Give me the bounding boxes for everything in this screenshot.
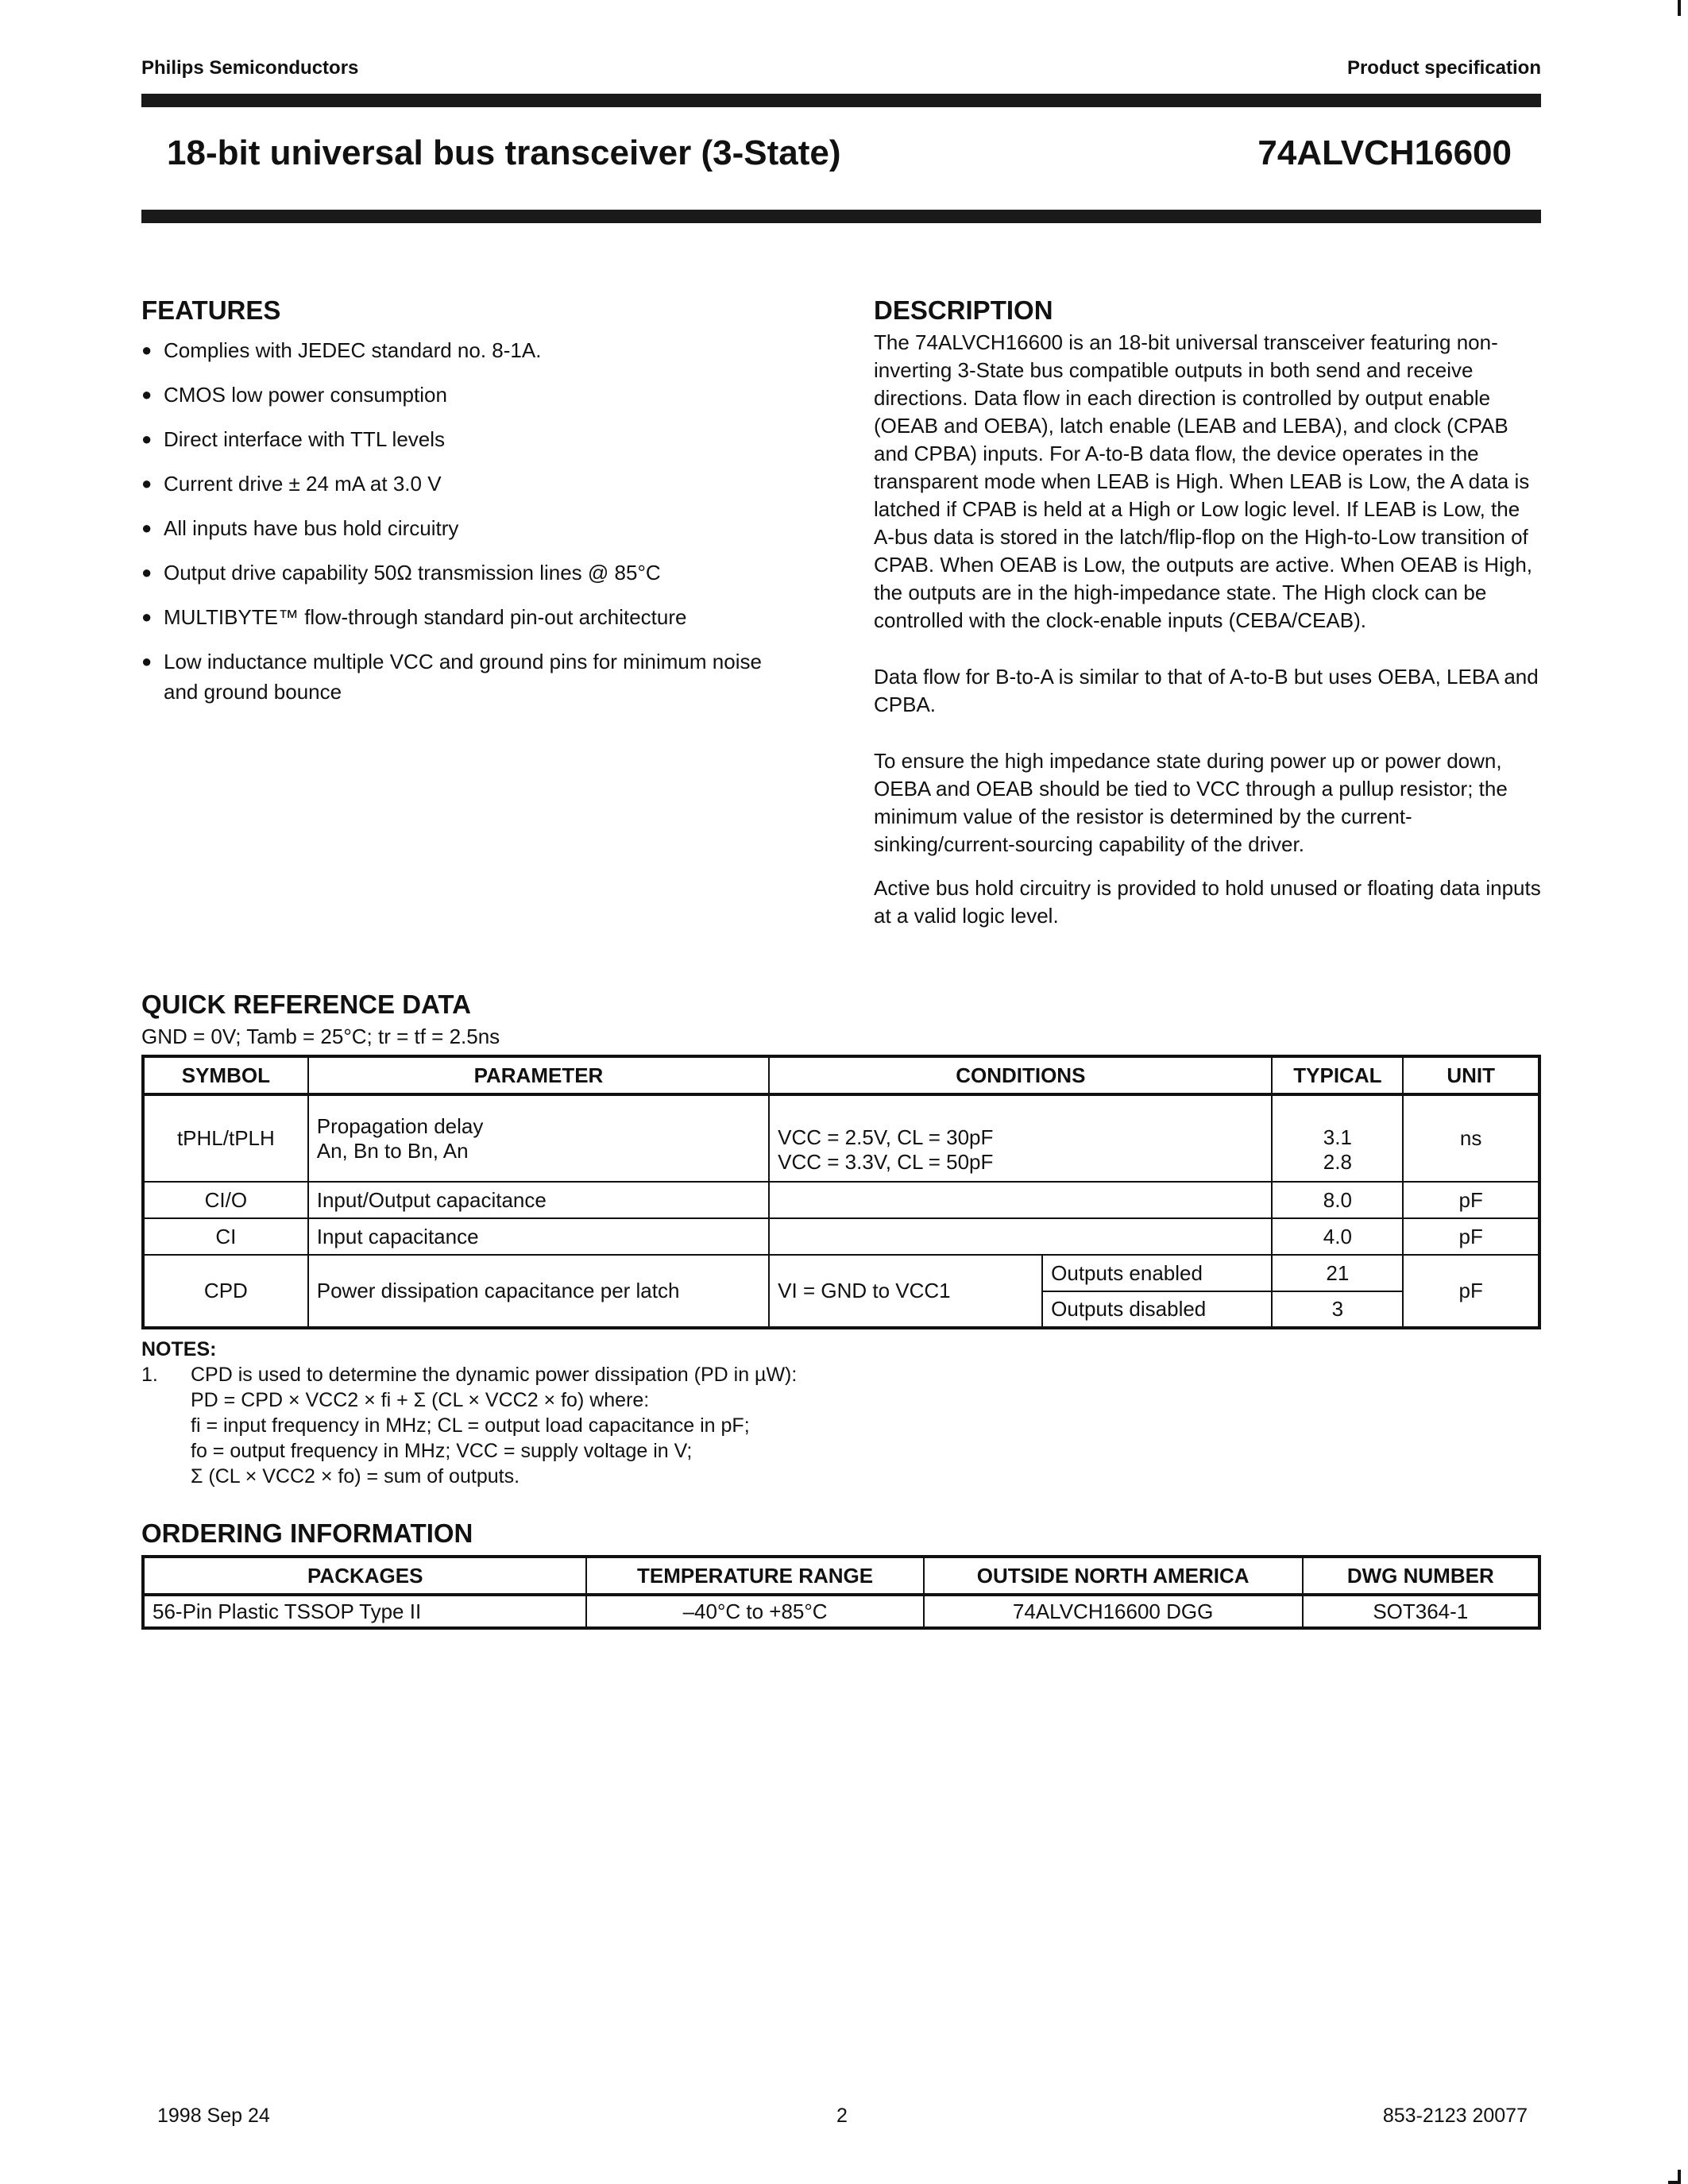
- header-rule-bottom: [141, 210, 1541, 223]
- sub-condition-cell: Outputs enabled: [1042, 1255, 1272, 1291]
- ordering-table: [141, 1555, 1541, 1630]
- description-paragraph-1: The 74ALVCH16600 is an 18-bit universal transceiver featuring non-inverting 3-State bus compatible outputs in both send and receive directions. Data flow in each direction is controlled by output enable (OEAB and OEBA), latch enable (LEAB and LEBA), and clock (CPAB and CPBA) inputs. For A-to-B data flow, the device operates in the transparent mode when LEAB is High. When LEAB is Low, the A data is latched if CPAB is held at a High or Low logic level. If LEAB is Low, the A-bus data is stored in the latch/flip-flop on the High-to-Low transition of CPAB. When OEAB is Low, the outputs are active. When OEAB is High, the outputs are in the high-impedance state. The High clock can be controlled with the clock-enable inputs (CEBA/CEAB).: [874, 330, 1533, 632]
- description-body: [874, 329, 1541, 959]
- conditions-cell: VI = GND to VCC1: [769, 1255, 1042, 1328]
- column-header: CONDITIONS: [769, 1056, 1272, 1094]
- table-header-row: [143, 1557, 1539, 1595]
- column-header: DWG NUMBER: [1303, 1557, 1539, 1595]
- quick-ref-table: [141, 1055, 1541, 1329]
- typical-cell: 4.0: [1272, 1218, 1403, 1255]
- parameter-line: An, Bn to Bn, An: [316, 1138, 469, 1163]
- unit-cell: pF: [1403, 1218, 1539, 1255]
- features-heading: FEATURES: [141, 295, 281, 325]
- feature-item: ● CMOS low power consumption: [141, 380, 801, 410]
- crop-mark: [1678, 0, 1681, 16]
- table-header-row: [143, 1056, 1539, 1094]
- typical-cell: [1272, 1094, 1403, 1182]
- column-header: PACKAGES: [143, 1557, 586, 1595]
- footer-code: 853-2123 20077: [1382, 2105, 1528, 2127]
- unit-cell: ns: [1403, 1094, 1539, 1182]
- table-row: [143, 1218, 1539, 1255]
- note-line: PD = CPD × VCC2 × fi + Σ (CL × VCC2 × fo) where:: [191, 1389, 650, 1411]
- sub-condition-cell: Outputs disabled: [1042, 1291, 1272, 1328]
- typical-cell: 3: [1272, 1291, 1403, 1328]
- column-header: PARAMETER: [308, 1056, 769, 1094]
- symbol-cell: CI/O: [143, 1182, 308, 1218]
- column-header: TEMPERATURE RANGE: [586, 1557, 923, 1595]
- symbol-cell: CPD: [143, 1255, 308, 1328]
- parameter-cell: Input/Output capacitance: [308, 1182, 769, 1218]
- table-row: [143, 1182, 1539, 1218]
- symbol-cell: CI: [143, 1218, 308, 1255]
- unit-cell: pF: [1403, 1182, 1539, 1218]
- description-paragraph-4: Active bus hold circuitry is provided to hold unused or floating data inputs at a valid logic level.: [874, 876, 1541, 928]
- column-header: OUTSIDE NORTH AMERICA: [924, 1557, 1303, 1595]
- parameter-cell: [308, 1094, 769, 1182]
- column-header: UNIT: [1403, 1056, 1539, 1094]
- note-number: 1.: [141, 1364, 158, 1386]
- symbol-cell: tPHL/tPLH: [143, 1094, 308, 1182]
- order-code-cell: 74ALVCH16600 DGG: [924, 1595, 1303, 1628]
- note-line: fo = output frequency in MHz; VCC = supply voltage in V;: [191, 1440, 693, 1462]
- condition-line: VCC = 3.3V, CL = 50pF: [778, 1149, 994, 1174]
- feature-item: ● Current drive ± 24 mA at 3.0 V: [141, 469, 801, 499]
- note-line: Σ (CL × VCC2 × fo) = sum of outputs.: [191, 1465, 520, 1488]
- quick-ref-heading: QUICK REFERENCE DATA: [141, 990, 471, 1019]
- table-row: [143, 1595, 1539, 1628]
- conditions-cell: [769, 1094, 1272, 1182]
- conditions-cell: [769, 1182, 1272, 1218]
- ordering-heading: ORDERING INFORMATION: [141, 1518, 473, 1548]
- table-row: [143, 1255, 1539, 1291]
- notes-heading: NOTES:: [141, 1338, 217, 1360]
- company-name: Philips Semiconductors: [141, 57, 359, 79]
- unit-cell: pF: [1403, 1255, 1539, 1328]
- parameter-cell: Input capacitance: [308, 1218, 769, 1255]
- description-paragraph-3: To ensure the high impedance state during power up or power down, OEBA and OEAB should be tied to VCC through a pullup resistor; the minimum value of the resistor is determined by the current-sinking/current-sourcing capability of the driver.: [874, 749, 1508, 856]
- feature-item: ● Output drive capability 50Ω transmission lines @ 85°C: [141, 558, 801, 588]
- feature-item: ● All inputs have bus hold circuitry: [141, 513, 801, 543]
- column-header: SYMBOL: [143, 1056, 308, 1094]
- typical-cell: 21: [1272, 1255, 1403, 1291]
- footer-date: 1998 Sep 24: [157, 2105, 270, 2127]
- temp-range-cell: –40°C to +85°C: [586, 1595, 923, 1628]
- page-title: 18-bit universal bus transceiver (3-State): [167, 133, 841, 172]
- page-number: 2: [836, 2105, 848, 2127]
- quick-ref-conditions: GND = 0V; Tamb = 25°C; tr = tf = 2.5ns: [141, 1024, 500, 1048]
- note-line: fi = input frequency in MHz; CL = output load capacitance in pF;: [191, 1414, 750, 1437]
- doc-type: Product specification: [1346, 57, 1541, 79]
- feature-item: ● MULTIBYTE™ flow-through standard pin-out architecture: [141, 602, 801, 632]
- header-rule-top: [141, 94, 1541, 107]
- crop-mark: [1668, 2181, 1681, 2184]
- feature-item: ● Direct interface with TTL levels: [141, 424, 801, 454]
- feature-item: ● Low inductance multiple VCC and ground pins for minimum noise and ground bounce: [141, 646, 801, 707]
- typical-line: 3.1: [1323, 1125, 1352, 1149]
- features-list: [141, 335, 801, 721]
- column-header: TYPICAL: [1272, 1056, 1403, 1094]
- parameter-line: Propagation delay: [316, 1113, 484, 1138]
- conditions-cell: [769, 1218, 1272, 1255]
- typical-line: 2.8: [1323, 1149, 1352, 1174]
- note-line: CPD is used to determine the dynamic power dissipation (PD in µW):: [191, 1364, 798, 1386]
- description-heading: DESCRIPTION: [874, 295, 1053, 325]
- part-number: 74ALVCH16600: [1257, 133, 1512, 172]
- typical-cell: 8.0: [1272, 1182, 1403, 1218]
- package-cell: 56-Pin Plastic TSSOP Type II: [143, 1595, 586, 1628]
- feature-item: ● Complies with JEDEC standard no. 8-1A.: [141, 335, 801, 365]
- table-row: [143, 1094, 1539, 1182]
- condition-line: VCC = 2.5V, CL = 30pF: [778, 1125, 994, 1149]
- dwg-number-cell: SOT364-1: [1303, 1595, 1539, 1628]
- parameter-cell: Power dissipation capacitance per latch: [308, 1255, 769, 1328]
- description-paragraph-2: Data flow for B-to-A is similar to that of A-to-B but uses OEBA, LEBA and CPBA.: [874, 665, 1539, 716]
